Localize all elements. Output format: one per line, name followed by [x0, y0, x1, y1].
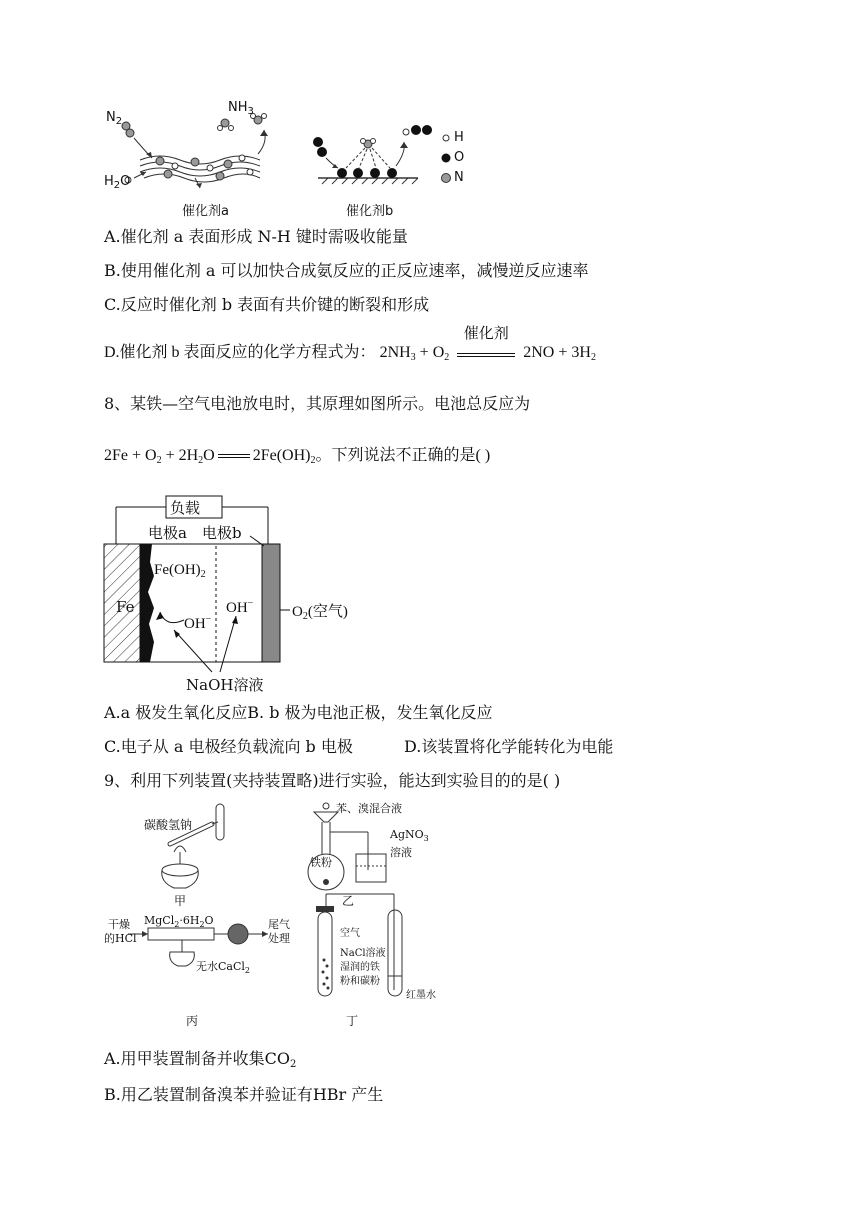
oh-right-label: OH− — [226, 598, 254, 616]
apparatus-figure — [100, 800, 460, 1032]
bing-tail-label-2: 处理 — [268, 932, 290, 945]
ding-label: 丁 — [346, 1014, 359, 1028]
jia-reagent-label: 碳酸氢钠 — [144, 818, 193, 832]
bing-cacl2-label: 无水CaCl$_2$ — [196, 960, 251, 975]
bing-hcl-label: 的HCl — [104, 932, 137, 945]
yi-solution-label: 溶液 — [390, 846, 412, 859]
bing-label: 丙 — [186, 1014, 199, 1028]
q8-option-d: D.该装置将化学能转化为电能 — [404, 737, 614, 756]
catalyst-diagram — [100, 96, 500, 221]
catalyst-condition-arrow: 催化剂 — [457, 343, 515, 357]
q7-option-d: D.催化剂 b 表面反应的化学方程式为： $2NH_3 + O_2$ 催化剂 $2NO + 3H_2$ — [104, 326, 596, 363]
ding-ink-label: 红墨水 — [406, 990, 436, 1001]
naoh-label: NaOH溶液 — [186, 676, 264, 694]
catalyst-figure — [100, 96, 500, 221]
label-h2o: $H_2O$ — [104, 174, 131, 191]
q7-option-a: A.催化剂 a 表面形成 N-H 键时需吸收能量 — [104, 227, 408, 246]
q7-option-b: B.使用催化剂 a 可以加快合成氨反应的正反应速率，减慢逆反应速率 — [104, 261, 589, 280]
fe-label: Fe — [116, 598, 135, 616]
caption-catalyst-a: 催化剂a — [182, 204, 229, 219]
label-n2: $N_2$ — [106, 110, 123, 127]
q8-stem-line2: $2Fe + O_2 + 2H_2O$ $2Fe(OH)_2$。下列说法不正确的是( ) — [104, 447, 491, 466]
feoh2-label: $Fe(OH)_2$ — [154, 562, 206, 580]
yi-agno3-label: AgNO$_3$ — [390, 828, 429, 843]
ding-nacl-label-2: 湿润的铁 — [340, 962, 380, 973]
q9-option-a: A.用甲装置制备并收集$CO_2$ — [104, 1049, 297, 1070]
legend-n: N — [454, 170, 464, 185]
q8-option-c: C.电子从 a 电极经负载流向 b 电极 — [104, 737, 353, 756]
yi-reagent-label: 苯、溴混合液 — [336, 802, 402, 815]
yi-iron-label: 铁粉 — [310, 856, 332, 869]
ding-nacl-label-3: 粉和碳粉 — [340, 976, 380, 987]
bing-mgcl-label: $MgCl_2\cdot 6H_2O$ — [144, 914, 214, 929]
legend-h: H — [454, 130, 464, 145]
bing-dry-label: 干燥 — [108, 918, 130, 931]
caption-catalyst-b: 催化剂b — [346, 204, 394, 219]
q8-stem-line1: 8、某铁—空气电池放电时，其原理如图所示。电池总反应为 — [104, 394, 531, 413]
q9-option-b: B.用乙装置制备溴苯并验证有HBr 产生 — [104, 1085, 384, 1104]
ding-air-label: 空气 — [340, 928, 360, 939]
o2-air-label: $O_2$(空气) — [292, 604, 348, 622]
q8-option-ab: A.a 极发生氧化反应B. b 极为电池正极，发生氧化反应 — [104, 703, 493, 722]
legend-o: O — [454, 150, 465, 165]
yi-label: 乙 — [342, 894, 355, 908]
battery-figure — [102, 492, 372, 696]
load-label: 负载 — [170, 499, 201, 517]
q9-stem: 9、利用下列装置(夹持装置略)进行实验，能达到实验目的的是( ) — [104, 771, 561, 790]
q7-option-c: C.反应时催化剂 b 表面有共价键的断裂和形成 — [104, 295, 430, 314]
electrode-b-label: 电极b — [202, 524, 242, 542]
equals-sign — [218, 454, 250, 458]
jia-label: 甲 — [174, 894, 187, 908]
electrode-a-label: 电极a — [148, 524, 187, 542]
label-nh3: $NH_3$ — [228, 100, 254, 117]
ding-nacl-label-1: NaCl溶液 — [340, 948, 386, 959]
bing-tail-label-1: 尾气 — [268, 918, 290, 931]
oh-left-label: OH− — [184, 614, 212, 632]
